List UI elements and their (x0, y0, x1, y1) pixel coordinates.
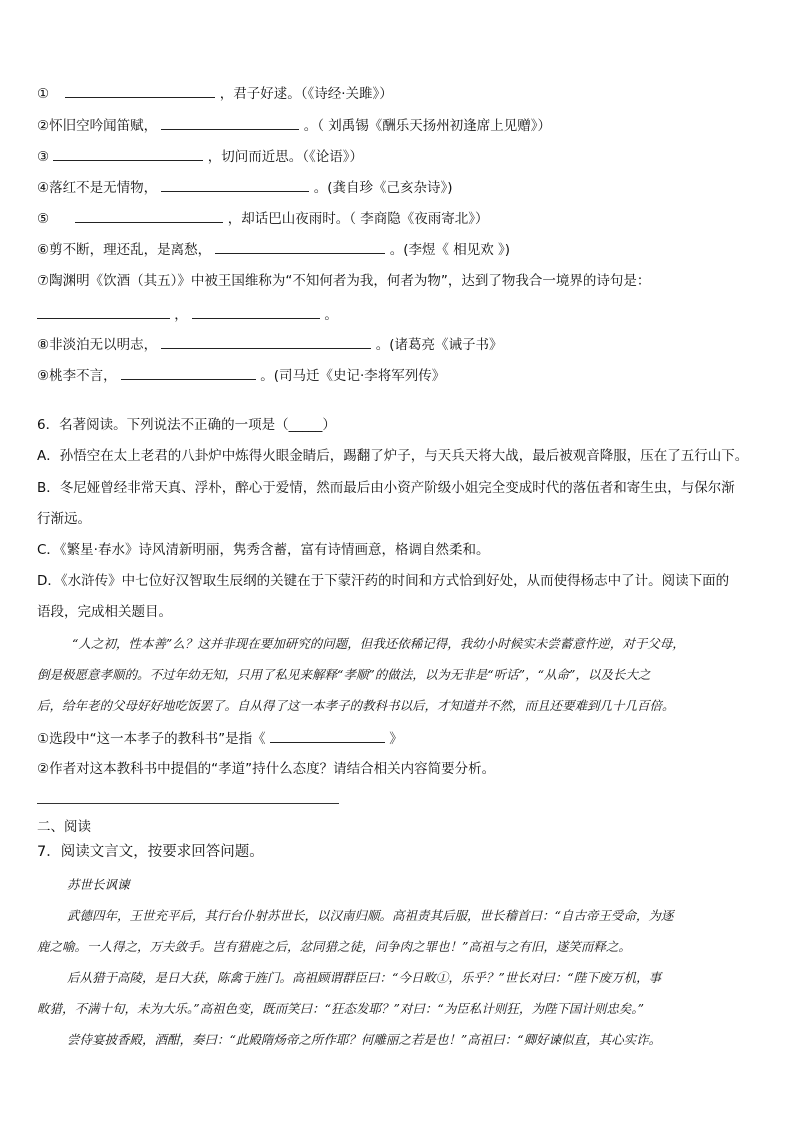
q7-stem: 7．阅读文言文，按要求回答问题。 (37, 844, 264, 860)
q7-text-line: 后从猎于高陵，是日大获，陈禽于旌门。高祖顾谓群臣曰：“今日畋①，乐乎？”世长对曰：“陛下废万机，事 (67, 970, 662, 985)
passage-line: 倒是极愿意孝顺的。不过年幼无知，只用了私见来解释“孝顺”的做法，以为无非是“听话”，“从命”，以及长大之 (37, 667, 651, 682)
blank-8-suffix: 。(诸葛亮《诫子书》 (375, 337, 503, 353)
blank-7-answer (37, 304, 338, 324)
blank-6 (37, 239, 510, 259)
answer-blank-7a[interactable] (37, 304, 170, 319)
blank-6-prefix: ⑥剪不断，理还乱，是离愁， (37, 242, 212, 258)
blank-7-comma: ， (174, 307, 188, 323)
blank-4 (37, 177, 453, 197)
blank-9-prefix: ⑨桃李不言， (37, 368, 117, 384)
blank-1-prefix: ① (37, 86, 50, 102)
blank-7-period: 。 (324, 307, 338, 323)
blank-7-prompt: ⑦陶渊明《饮酒（其五）》中被王国维称为“不知何者为我，何者为物”，达到了物我合一境界的诗句是： (37, 273, 651, 289)
blank-6-suffix: 。(李煜《 相见欢 》) (389, 242, 511, 258)
answer-blank-2[interactable] (161, 115, 299, 130)
q6-option-b[interactable]: B．冬尼娅曾经非常天真、浮朴，醉心于爱情，然而最后由小资产阶级小姐完全变成时代的落伍者和寄生虫，与保尔渐 (37, 480, 735, 496)
blank-1 (37, 83, 393, 103)
blank-2 (37, 115, 551, 135)
q7-text-line: 鹿之喻。一人得之，万夫敛手。岂有猎鹿之后，忿同猎之徒，问争肉之罪也！”高祖与之有旧，遂笑而释之。 (37, 939, 631, 954)
answer-blank-book[interactable] (270, 728, 385, 743)
blank-2-suffix: 。（ 刘禹锡《酬乐天扬州初逢席上见赠》） (303, 118, 551, 134)
blank-7-question (37, 272, 650, 290)
blank-9 (37, 365, 445, 385)
blank-3-suffix: ，切问而近思。（《论语》） (207, 149, 363, 165)
q7-text-line: 武德四年，王世充平后，其行台仆射苏世长，以汉南归顺。高祖责其后服，世长稽首曰：“自古帝王受命，为逐 (67, 908, 674, 923)
q6-sub1-close: 》 (389, 731, 403, 747)
answer-blank-4[interactable] (161, 177, 309, 192)
answer-blank-3[interactable] (53, 146, 203, 161)
answer-blank-8[interactable] (161, 334, 371, 349)
blank-5-prefix: ⑤ (37, 211, 50, 227)
answer-blank-7b[interactable] (192, 304, 320, 319)
q6-option-d-cont: 语段，完成相关题目。 (37, 604, 172, 620)
blank-3-prefix: ③ (37, 149, 50, 165)
q6-sub1 (37, 728, 403, 748)
blank-2-prefix: ②怀旧空吟闻笛赋， (37, 118, 158, 134)
blank-8 (37, 334, 502, 354)
answer-blank-9[interactable] (121, 365, 256, 380)
q6-option-b-cont: 行渐远。 (37, 511, 91, 527)
blank-3 (37, 146, 363, 166)
passage-line: “人之初，性本善”么？这并非现在要加研究的问题，但我还依稀记得，我幼小时候实未尝蓄意忤逆，对于父母， (72, 636, 685, 651)
passage-line: 后，给年老的父母好好地吃饭罢了。自从得了这一本孝子的教科书以后，才知道并不然，而且还要难到几十几百倍。 (37, 698, 675, 713)
divider (37, 803, 339, 804)
q7-title: 苏世长讽谏 (67, 877, 130, 892)
answer-blank-1[interactable] (65, 83, 215, 98)
q7-text-line: 尝侍宴披香殿，酒酣，奏曰：“此殿隋炀帝之所作耶？何雕丽之若是也！”高祖曰：“卿好谏似直，其心实诈。 (67, 1032, 662, 1047)
q6-option-a[interactable]: A．孙悟空在太上老君的八卦炉中炼得火眼金睛后，踢翻了炉子，与天兵天将大战，最后被观音降服，压在了五行山下。 (37, 448, 749, 464)
answer-blank-5[interactable] (75, 208, 223, 223)
blank-9-suffix: 。(司马迁《史记·李将军列传》 (260, 368, 446, 384)
blank-8-prefix: ⑧非淡泊无以明志， (37, 337, 158, 353)
q6-option-d[interactable]: D．《水浒传》中七位好汉智取生辰纲的关键在于下蒙汗药的时间和方式恰到好处，从而使得杨志中了计。阅读下面的 (37, 573, 730, 589)
blank-5 (37, 208, 489, 228)
q7-text-line: 畋猎，不满十旬，未为大乐。”高祖色变，既而笑曰：“狂态发耶？”对曰：“为臣私计则狂，为陛下国计则忠矣。” (37, 1001, 644, 1016)
blank-5-suffix: ，却话巴山夜雨时。（ 李商隐《夜雨寄北》） (227, 211, 489, 227)
q6-sub1-prompt: ①选段中“这一本孝子的教科书”是指《 (37, 731, 266, 747)
blank-4-prefix: ④落红不是无情物， (37, 180, 158, 196)
blank-4-suffix: 。(龚自珍《己亥杂诗》) (313, 180, 453, 196)
section-title: 二、阅读 (37, 819, 91, 835)
answer-blank-6[interactable] (215, 239, 385, 254)
q6-stem: 6．名著阅读。下列说法不正确的一项是（_____） (37, 417, 336, 433)
blank-1-suffix: ，君子好逑。（《诗经·关雎》） (219, 86, 393, 102)
q6-sub2: ②作者对这本教科书中提倡的“孝道”持什么态度？请结合相关内容简要分析。 (37, 761, 496, 777)
q6-option-c[interactable]: C．《繁星·春水》诗风清新明丽，隽秀含蓄，富有诗情画意，格调自然柔和。 (37, 542, 490, 558)
